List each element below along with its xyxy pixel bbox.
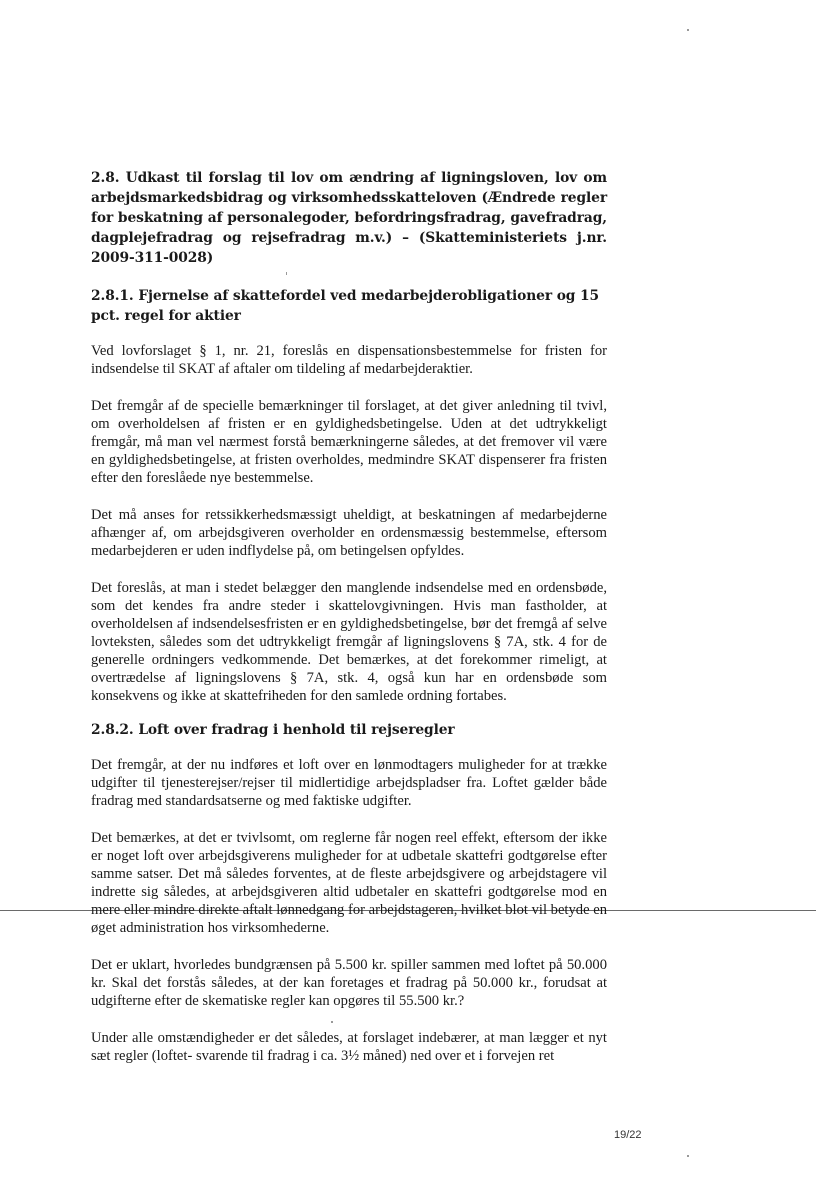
paragraph: Det fremgår, at der nu indføres et loft over en lønmodtagers muligheder for at trække udgifter til tjenesterejser/rejser til midlertidige arbejdspladser fra. Loftet gælder både fradrag med standardsatserne og med faktiske udgifter. (91, 757, 607, 809)
paragraph: Det bemærkes, at det er tvivlsomt, om reglerne får nogen reel effekt, eftersom der ikke er noget loft over arbejdsgiverens muligheder for at udbetale skattefri godtgørelse efter samme satser. Det må således forventes, at de fleste arbejdsgivere og arbejdstagere vil indrette sig således, at arbejdsgiveren altid udbetaler en skattefri godtgørelse mod en mere eller mindre direkte aftalt lønnedgang for arbejdstageren, hvilket blot vil betyde en øget administration hos virksomhederne. (91, 830, 607, 936)
paragraph: Ved lovforslaget § 1, nr. 21, foreslås en dispensationsbestemmelse for fristen for indsendelse til SKAT af aftaler om tildeling af medarbejderaktier. (91, 343, 607, 377)
section-title: 2.8. Udkast til forslag til lov om ændring af ligningsloven, lov om arbejdsmarkedsbidrag og virksomhedsskatteloven (Ændrede regler for beskatning af personalegoder, befordringsfradrag, gavefradrag, dagplejefradrag og rejsefradrag m.v.) – (Skatteministeriets j.nr. 2009-311-0028) (91, 170, 607, 266)
document-body (91, 168, 607, 1084)
paragraph: Det er uklart, hvorledes bundgrænsen på 5.500 kr. spiller sammen med loftet på 50.000 kr. Skal det forstås således, at der kan foretages et fradrag på 50.000 kr., forudsat at udgifterne efter de skematiske regler kan opgøres til 55.500 kr.? (91, 957, 607, 1009)
paragraph: Det foreslås, at man i stedet belægger den manglende indsendelse med en ordensbøde, som det kendes fra andre steder i skattelovgivningen. Hvis man fastholder, at overholdelsen af indsendelsesfristen er en gyldighedsbetingelse, bør det fremgå af selve lovteksten, således som det udtrykkeligt fremgår af ligningslovens § 7A, stk. 4 for de generelle ordningers vedkommende. Det bemærkes, at det forekommer rimeligt, at overtrædelse af ligningslovens § 7A, stk. 4, også kun har en ordensbøde som konsekvens og ikke at skattefriheden for den samlede ordning fortabes. (91, 580, 607, 704)
paragraph: Det fremgår af de specielle bemærkninger til forslaget, at det giver anledning til tvivl, om overholdelsen af fristen er en gyldighedsbetingelse. Uden at det udtrykkeligt fremgår, må man vel nærmest forstå bemærkningerne således, at det fremover vil være en gyldighedsbetingelse, at fristen overholdes, medmindre SKAT dispenserer fra fristen efter den foreslåede nye bestemmelse. (91, 398, 607, 486)
page-number: 19/22 (614, 1129, 642, 1141)
paragraph: Under alle omstændigheder er det således, at forslaget indebærer, at man lægger et nyt sæt regler (loftet- svarende til fradrag i ca. 3½ måned) ned over et i forvejen ret (91, 1030, 607, 1064)
subsection-heading-2-8-1: 2.8.1. Fjernelse af skattefordel ved medarbejderobligationer og 15 pct. regel for aktier (91, 288, 600, 324)
paragraph: Det må anses for retssikkerhedsmæssigt uheldigt, at beskatningen af medarbejderne afhænger af, om arbejdsgiveren overholder en ordensmæssig bestemmelse, eftersom medarbejderen er uden indflydelse på, om betingelsen opfyldes. (91, 507, 607, 559)
scan-speck (687, 29, 689, 31)
subsection-heading-2-8-2: 2.8.2. Loft over fradrag i henhold til rejseregler (91, 722, 455, 738)
scan-speck (687, 1155, 689, 1157)
